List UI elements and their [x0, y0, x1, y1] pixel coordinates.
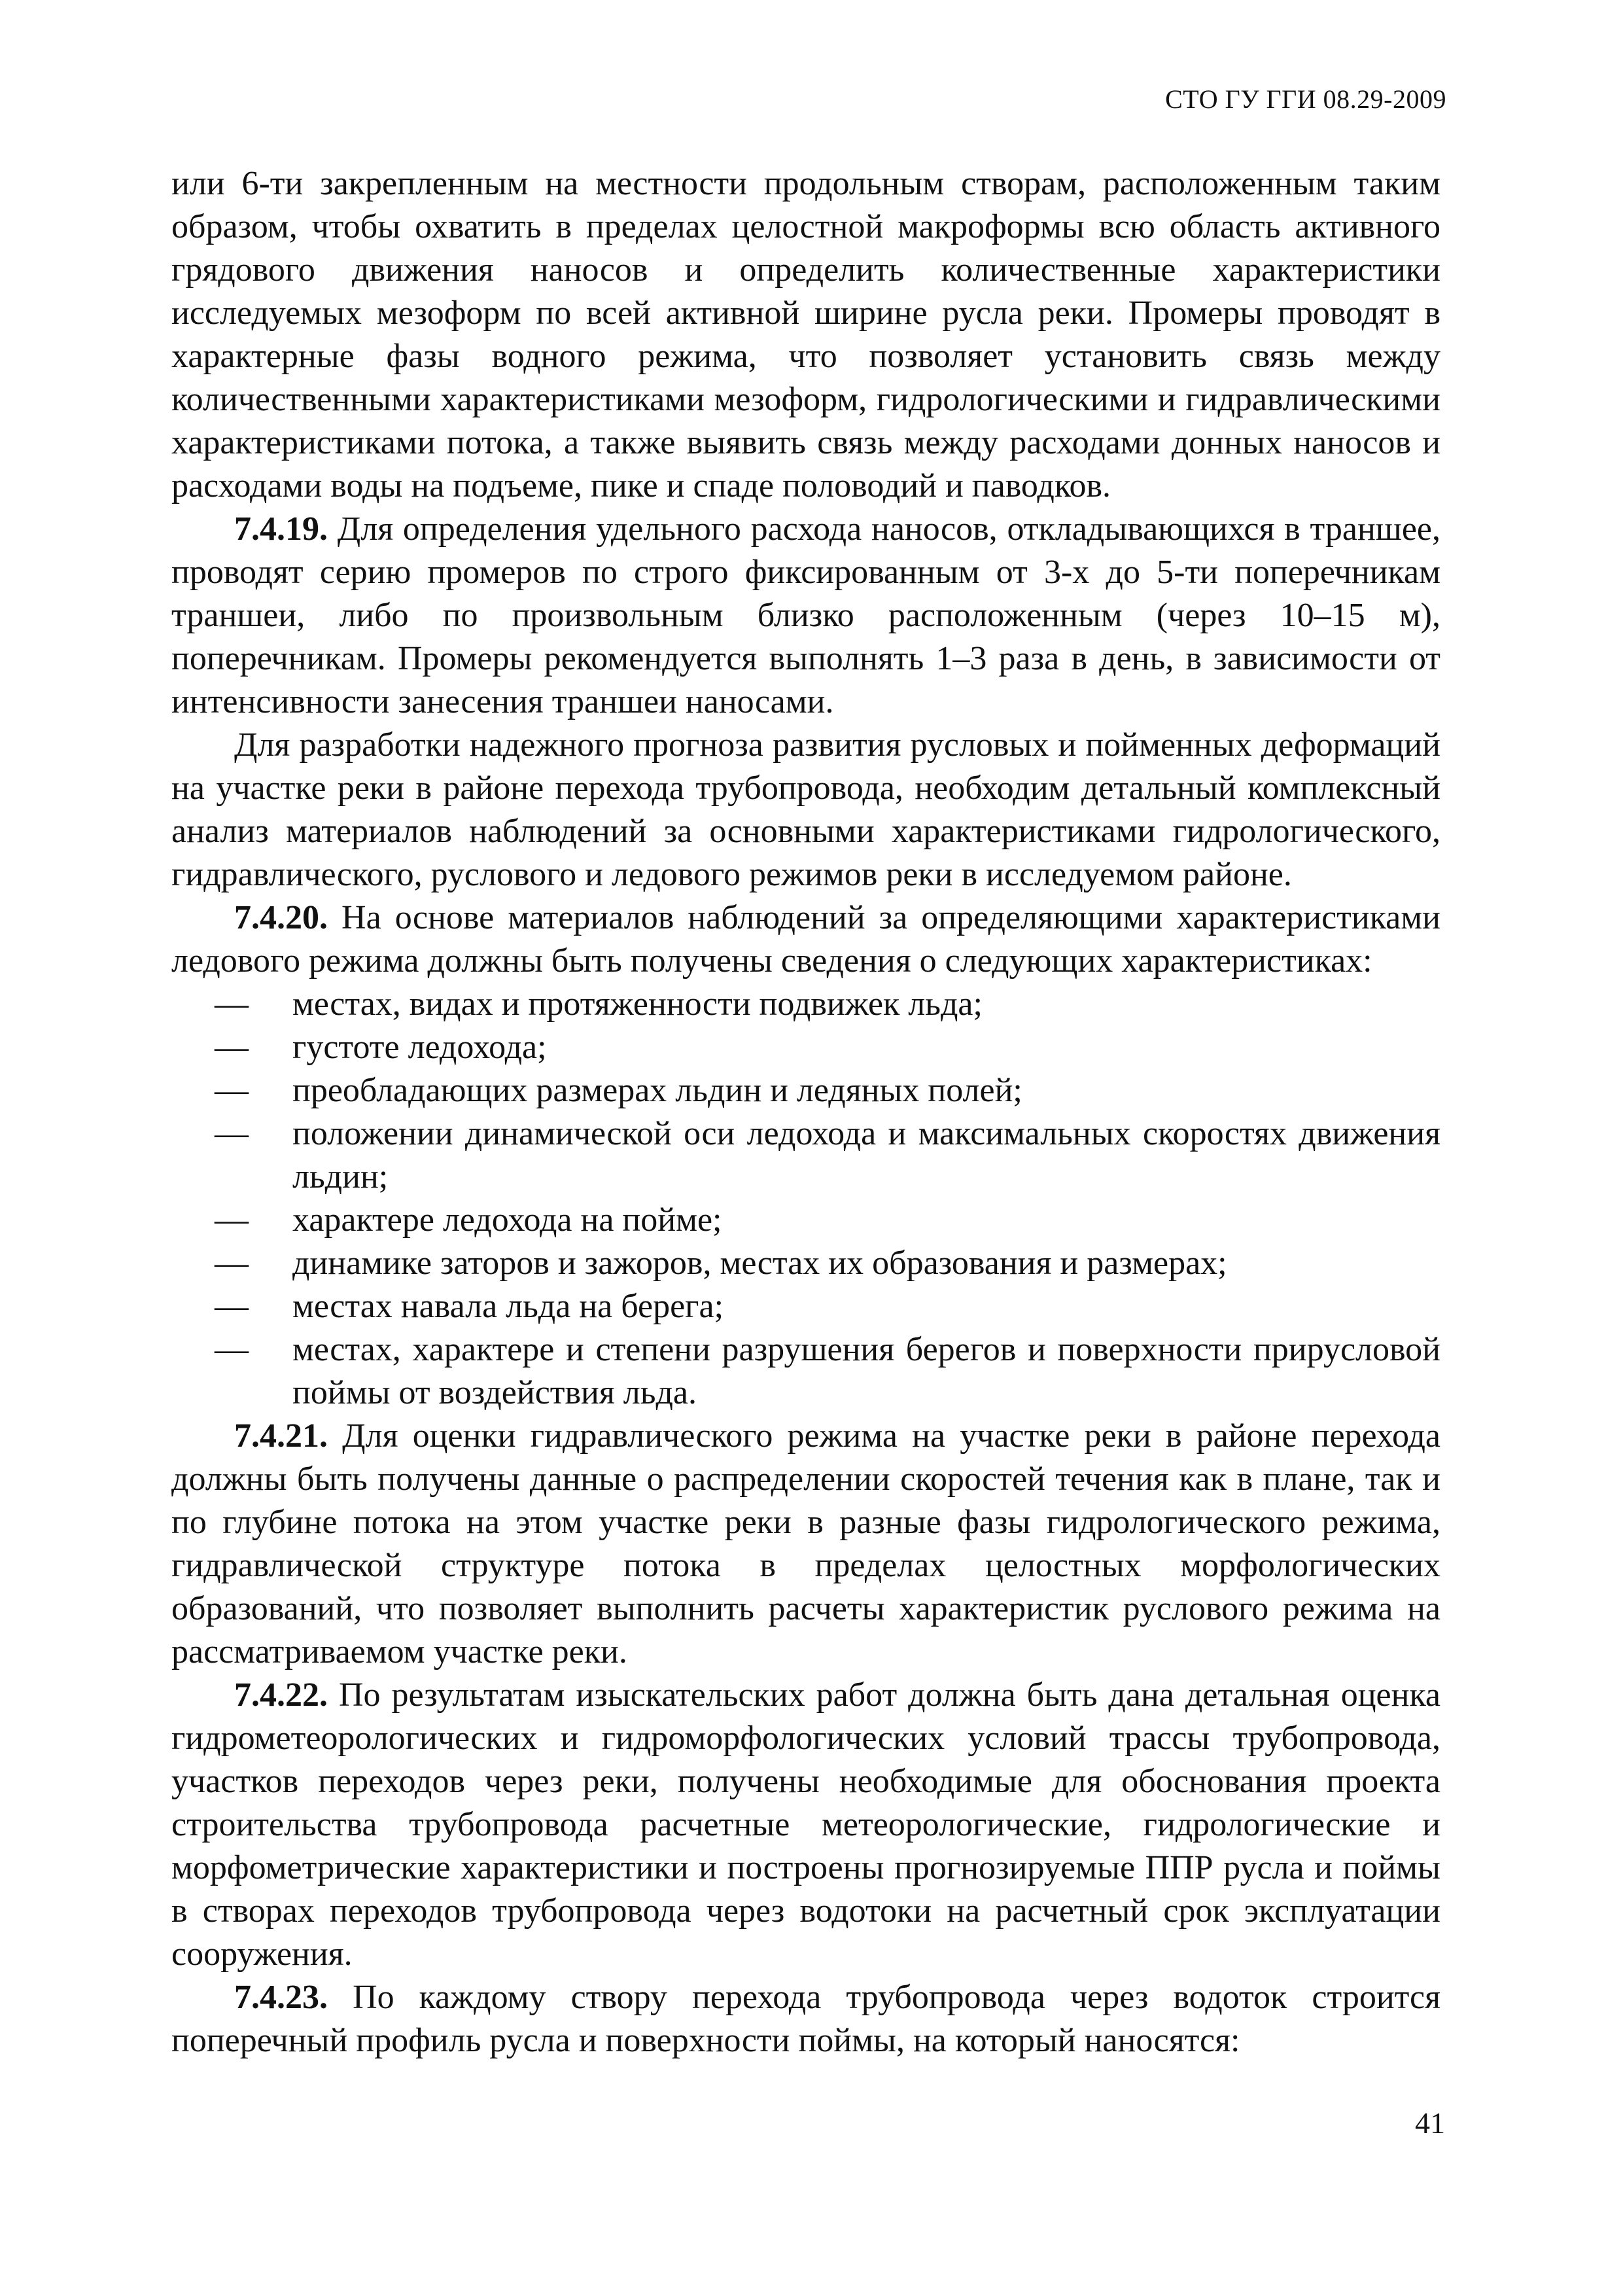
list-item-text: местах навала льда на берега;	[292, 1288, 724, 1325]
list-item-text: местах, видах и протяженности подвижек льда;	[292, 985, 983, 1023]
document-code: СТО ГУ ГГИ 08.29-2009	[1165, 84, 1446, 114]
paragraph-7-4-23	[171, 1976, 1440, 2062]
paragraph-text: Для оценки гидравлического режима на участке реки в районе перехода должны быть получены данные о распределении скоростей течения как в плане, так и по глубине потока на этом участке реки в разные фазы гидрологического режима, гидравлической структуре потока в пределах целостных морфологических образований, что позволяет выполнить расчеты характеристик руслового режима на рассматриваемом участке реки.	[171, 1417, 1440, 1670]
list-item-text: местах, характере и степени разрушения берегов и поверхности прирусловой поймы от воздействия льда.	[292, 1331, 1440, 1411]
section-number: 7.4.23.	[234, 1979, 328, 2016]
list-dash: —	[215, 1288, 249, 1325]
list-item-text: преобладающих размерах льдин и ледяных полей;	[292, 1072, 1022, 1109]
list-item-text: характере ледохода на пойме;	[292, 1201, 722, 1239]
paragraph-text: Для разработки надежного прогноза развития русловых и пойменных деформаций на участке реки в районе перехода трубопровода, необходим детальный комплексный анализ материалов наблюдений за основными характеристиками гидрологического, гидравлического, руслового и ледового режимов реки в исследуемом районе.	[171, 726, 1440, 893]
list-item-text: динамике заторов и зажоров, местах их образования и размерах;	[292, 1245, 1227, 1282]
list-item	[171, 1285, 1440, 1328]
paragraph-7-4-19	[171, 508, 1440, 724]
paragraph-7-4-20	[171, 896, 1440, 983]
section-number: 7.4.20.	[234, 899, 328, 936]
list-item	[171, 1199, 1440, 1242]
list-item	[171, 1069, 1440, 1112]
ice-characteristics-list	[171, 983, 1440, 1415]
list-dash: —	[215, 1115, 249, 1152]
list-dash: —	[215, 1331, 249, 1368]
paragraph-forecast	[171, 724, 1440, 896]
list-dash: —	[215, 1029, 249, 1066]
list-item	[171, 1112, 1440, 1199]
paragraph-text: На основе материалов наблюдений за определяющими характеристиками ледового режима должны быть получены сведения о следующих характеристиках:	[171, 899, 1440, 980]
list-item-text: положении динамической оси ледохода и максимальных скоростях движения льдин;	[292, 1115, 1440, 1195]
section-number: 7.4.21.	[234, 1417, 328, 1455]
paragraph-7-4-21	[171, 1415, 1440, 1674]
paragraph-7-4-22	[171, 1674, 1440, 1976]
list-item-text: густоте ледохода;	[292, 1029, 547, 1066]
list-item	[171, 1242, 1440, 1285]
paragraph-text: По каждому створу перехода трубопровода через водоток строится поперечный профиль русла и поверхности поймы, на который наносятся:	[171, 1979, 1440, 2059]
paragraph-text: По результатам изыскательских работ должна быть дана детальная оценка гидрометеорологических и гидроморфологических условий трассы трубопровода, участков переходов через реки, получены необходимые для обоснования проекта строительства трубопровода расчетные метеорологические, гидрологические и морфометрические характеристики и построены прогнозируемые ППР русла и поймы в створах переходов трубопровода через водотоки на расчетный срок эксплуатации сооружения.	[171, 1676, 1440, 1973]
list-item	[171, 1328, 1440, 1415]
list-dash: —	[215, 1201, 249, 1239]
page-body	[171, 162, 1440, 2062]
list-dash: —	[215, 1072, 249, 1109]
paragraph-text: или 6-ти закрепленным на местности продольным створам, расположенным таким образом, чтобы охватить в пределах целостной макроформы всю область активного грядового движения наносов и определить количественные характеристики исследуемых мезоформ по всей активной ширине русла реки. Промеры проводят в характерные фазы водного режима, что позволяет установить связь между количественными характеристиками мезоформ, гидрологическими и гидравлическими характеристиками потока, а также выявить связь между расходами донных наносов и расходами воды на подъеме, пике и спаде половодий и паводков.	[171, 165, 1440, 504]
page-number: 41	[1415, 2106, 1445, 2140]
list-item	[171, 983, 1440, 1026]
section-number: 7.4.22.	[234, 1676, 328, 1714]
section-number: 7.4.19.	[234, 510, 328, 548]
paragraph-continuation	[171, 162, 1440, 508]
list-dash: —	[215, 985, 249, 1023]
paragraph-text: Для определения удельного расхода наносов, откладывающихся в траншее, проводят серию промеров по строго фиксированным от 3-х до 5-ти поперечникам траншеи, либо по произвольным близко расположенным (через 10–15 м), поперечникам. Промеры рекомендуется выполнять 1–3 раза в день, в зависимости от интенсивности занесения траншеи наносами.	[171, 510, 1440, 720]
list-item	[171, 1026, 1440, 1069]
list-dash: —	[215, 1245, 249, 1282]
